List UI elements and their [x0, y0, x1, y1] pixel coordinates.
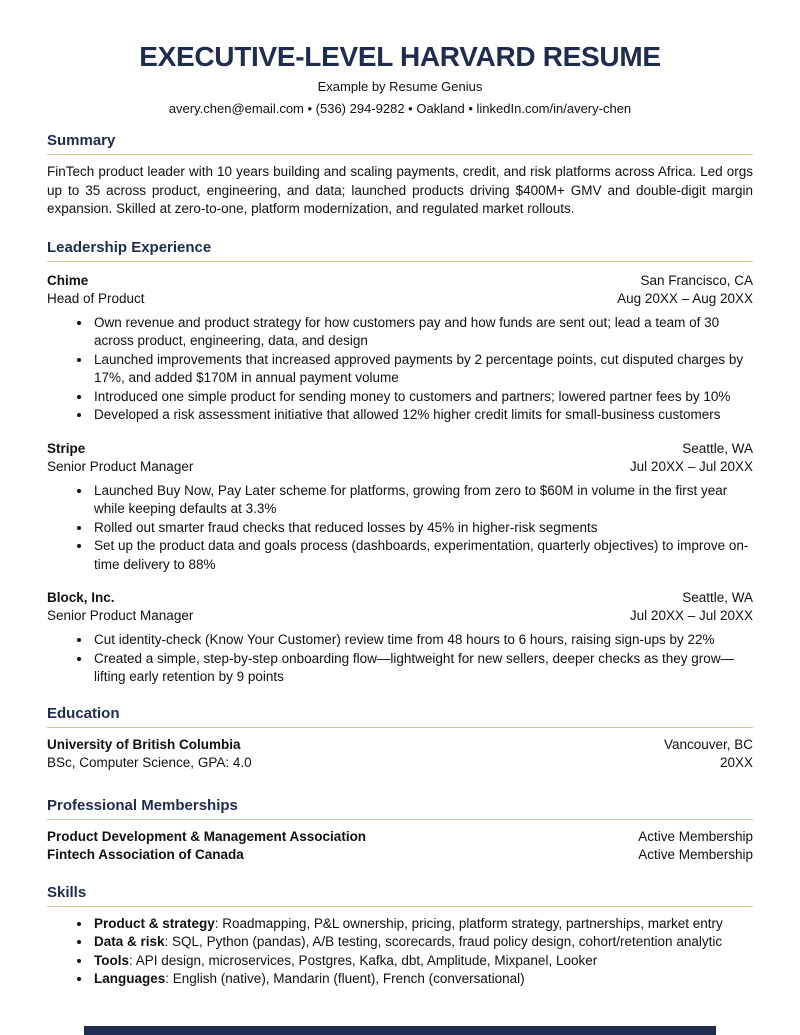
membership-status: Active Membership: [638, 828, 753, 844]
education-heading: Education: [47, 705, 753, 728]
bullet-item: • Created a simple, step-by-step onboarding flow—lightweight for new sellers, deeper checks as they grow—lifting early retention by 9 points: [92, 650, 753, 687]
skill-text: : English (native), Mandarin (fluent), French (conversational): [165, 971, 525, 986]
bullet-list: [47, 314, 753, 425]
skill-item: [92, 970, 753, 989]
company-location: Seattle, WA: [682, 590, 753, 605]
bullet-item: • Rolled out smarter fraud checks that reduced losses by 45% in higher-risk segments: [92, 519, 753, 538]
company-name: Block, Inc.: [47, 590, 115, 605]
bullet-item: • Launched improvements that increased approved payments by 2 percentage points, cut disputed charges by 17%, and added $170M in annual payment volume: [92, 351, 753, 388]
bullet-item: • Launched Buy Now, Pay Later scheme for platforms, growing from zero to $60M in volume in the first year while keeping defaults at 3.3%: [92, 482, 753, 519]
job-dates: Jul 20XX – Jul 20XX: [629, 608, 753, 623]
bullet-list: [47, 631, 753, 687]
resume-subtitle: Example by Resume Genius: [317, 79, 483, 94]
school-name: University of British Columbia: [47, 736, 241, 752]
experience-entry: [47, 589, 753, 687]
experience-entry: [47, 440, 753, 575]
skill-text: : Roadmapping, P&L ownership, pricing, platform strategy, partnerships, market entry: [214, 915, 723, 931]
section-skills: [47, 884, 753, 989]
company-name: Stripe: [47, 440, 86, 456]
skill-label: Languages: [94, 971, 166, 986]
skill-text: : SQL, Python (pandas), A/B testing, scorecards, fraud policy design, cohort/retention analytic: [164, 934, 723, 949]
experience-heading: Leadership Experience: [47, 239, 753, 262]
skill-text: : API design, microservices, Postgres, Kafka, dbt, Amplitude, Mixpanel, Looker: [129, 952, 598, 968]
bullet-list: [47, 482, 753, 575]
bullet-item: • Set up the product data and goals process (dashboards, experimentation, quarterly objectives) to improve on-time delivery to 88%: [92, 537, 753, 574]
bullet-item: • Own revenue and product strategy for how customers pay and how funds are sent out; lead a team of 30 across product, engineering, data, and design: [92, 314, 753, 351]
memberships-heading: Professional Memberships: [47, 797, 753, 820]
page-title: EXECUTIVE-LEVEL HARVARD RESUME: [139, 41, 661, 72]
skill-label: Data & risk: [94, 934, 165, 949]
section-memberships: [47, 797, 753, 864]
job-title: Senior Product Manager: [47, 608, 194, 623]
membership-status: Active Membership: [638, 846, 753, 862]
summary-heading: Summary: [47, 132, 753, 155]
membership-name: Fintech Association of Canada: [47, 846, 244, 862]
company-name: Chime: [47, 272, 89, 288]
skill-label: Product & strategy: [94, 915, 215, 931]
membership-name: Product Development & Management Association: [47, 828, 367, 844]
company-location: San Francisco, CA: [640, 272, 753, 288]
section-experience: [47, 239, 753, 687]
job-title: Head of Product: [47, 290, 145, 306]
school-location: Vancouver, BC: [663, 736, 753, 752]
skill-item: [92, 915, 753, 934]
degree: BSc, Computer Science, GPA: 4.0: [47, 754, 252, 770]
company-location: Seattle, WA: [682, 440, 753, 456]
skill-item: [92, 933, 753, 952]
next-page-edge: [84, 1026, 716, 1035]
job-dates: Jul 20XX – Jul 20XX: [629, 458, 753, 474]
experience-entry: [47, 272, 753, 425]
section-education: [47, 705, 753, 772]
skills-heading: Skills: [47, 884, 753, 907]
skill-label: Tools: [94, 952, 129, 968]
contact-line: avery.chen@email.com • (536) 294-9282 • Oakland • linkedIn.com/in/avery-chen: [168, 101, 632, 116]
resume-header: [47, 42, 753, 118]
skills-list: [47, 915, 753, 989]
job-dates: Aug 20XX – Aug 20XX: [617, 290, 753, 306]
section-summary: [47, 132, 753, 219]
skill-item: [92, 952, 753, 971]
job-title: Senior Product Manager: [47, 458, 194, 474]
summary-text: FinTech product leader with 10 years building and scaling payments, credit, and risk platforms across Africa. Led orgs up to 35 across product, engineering, and data; launched products driving $400M+ GMV and double-digit margin expansion. Skilled at zero-to-one, platform modernization, and regulated market rollouts.: [47, 164, 753, 216]
bullet-item: • Introduced one simple product for sending money to customers and partners; lowered partner fees by 10%: [92, 388, 753, 407]
graduation-year: 20XX: [719, 754, 753, 770]
bullet-item: • Cut identity-check (Know Your Customer) review time from 48 hours to 6 hours, raising sign-ups by 22%: [92, 631, 753, 650]
bullet-item: • Developed a risk assessment initiative that allowed 12% higher credit limits for small-business customers: [92, 406, 753, 425]
